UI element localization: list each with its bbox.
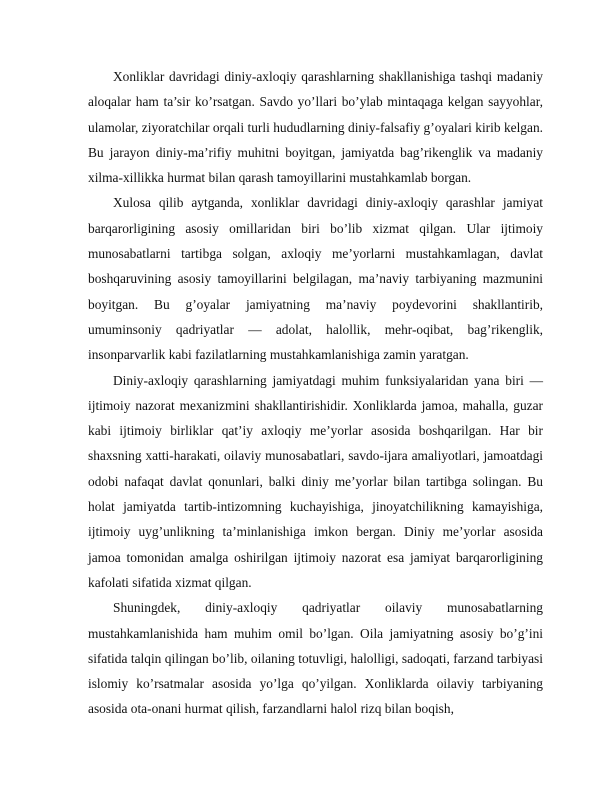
- paragraph-3: Diniy-axloqiy qarashlarning jamiyatdagi muhim funksiyalaridan yana biri — ijtimoiy nazorat mexanizmini shakllantirishidir. Xonliklarda jamoa, mahalla, guzar kabi ijtimoiy birliklar qat’iy axloqiy me’yorlar asosida boshqarilgan. Har bir shaxsning xatti-harakati, oilaviy munosabatlari, savdo-ijara amaliyotlari, jamoatdagi odobi nafaqat davlat qonunlari, balki diniy me’yorlar bilan tartibga solingan. Bu holat jamiyatda tartib-intizomning kuchayishiga, jinoyatchilikning kamayishiga, ijtimoiy uyg’unlikning ta’minlanishiga imkon bergan. Diniy me’yorlar asosida jamoa tomonidan amalga oshirilgan ijtimoiy nazorat esa jamiyat barqarorligining kafolati sifatida xizmat qilgan.: [88, 372, 543, 590]
- paragraph-4: Shuningdek, diniy-axloqiy qadriyatlar oilaviy munosabatlarning mustahkamlanishida ham muhim omil bo’lgan. Oila jamiyatning asosiy bo’g’ini sifatida talqin qilingan bo’lib, oilaning totuvligi, halolligi, sadoqati, farzand tarbiyasi islomiy ko’rsatmalar asosida yo’lga qo’yilgan. Xonliklarda oilaviy tarbiyaning asosida ota-onani hurmat qilish, farzandlarni halol rizq bilan boqish,: [88, 600, 543, 717]
- paragraph-1: Xonliklar davridagi diniy-axloqiy qarashlarning shakllanishiga tashqi madaniy aloqalar ham ta’sir ko’rsatgan. Savdo yo’llari bo’ylab mintaqaga kelgan sayyohlar, ulamolar, ziyoratchilar orqali turli hududlarning diniy-falsafiy g’oyalari kirib kelgan. Bu jarayon diniy-ma’rifiy muhitni boyitgan, jamiyatda bag’rikenglik va madaniy xilma-xillikka hurmat bilan qarash tamoyillarini mustahkamlab borgan.: [88, 69, 543, 186]
- body-text: [88, 64, 543, 722]
- paragraph-2: Xulosa qilib aytganda, xonliklar davridagi diniy-axloqiy qarashlar jamiyat barqarorligining asosiy omillaridan biri bo’lib xizmat qilgan. Ular ijtimoiy munosabatlarni tartibga solgan, axloqiy me’yorlarni mustahkamlagan, davlat boshqaruvining asosiy tamoyillarini belgilagan, ma’naviy tarbiyaning mazmunini boyitgan. Bu g’oyalar jamiyatning ma’naviy poydevorini shakllantirib, umuminsoniy qadriyatlar — adolat, halollik, mehr-oqibat, bag’rikenglik, insonparvarlik kabi fazilatlarning mustahkamlanishiga zamin yaratgan.: [88, 195, 543, 363]
